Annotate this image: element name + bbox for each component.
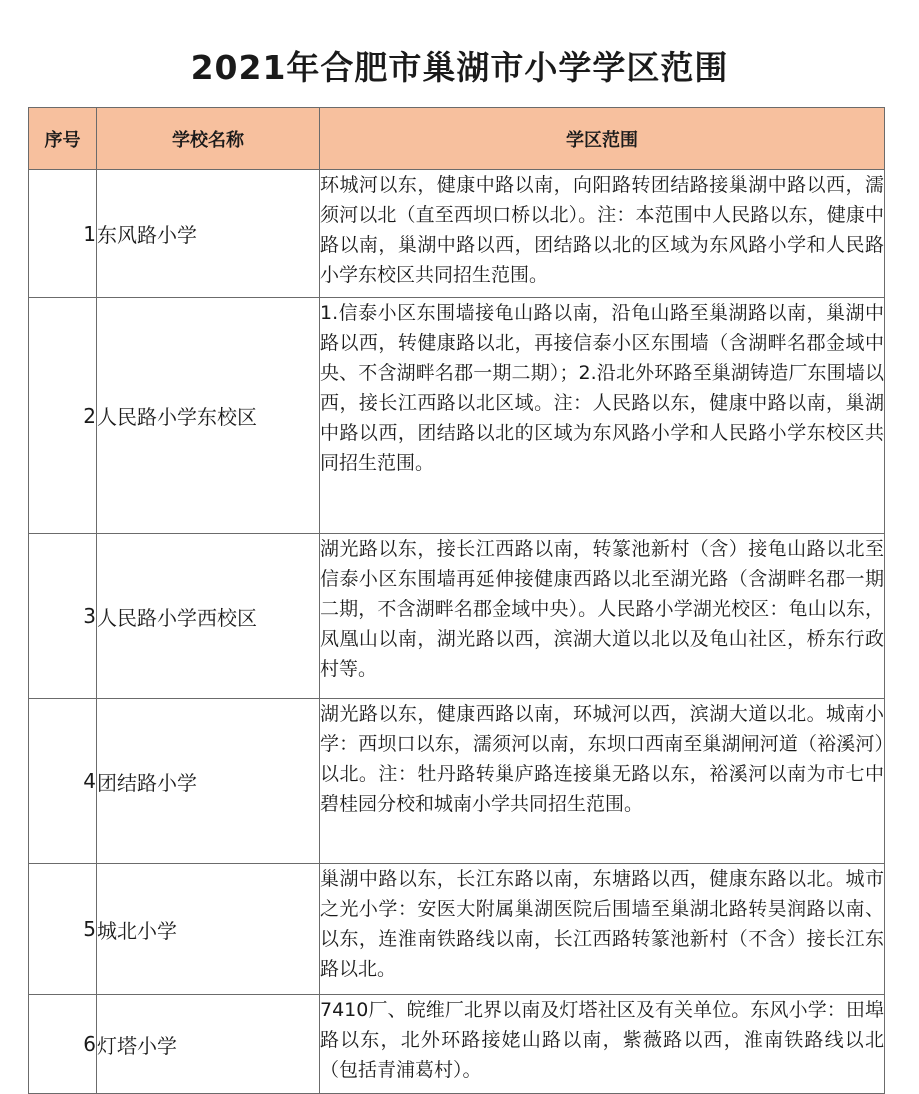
row-index: 6 <box>29 995 97 1094</box>
school-district-table <box>28 107 885 1094</box>
row-index: 5 <box>29 864 97 995</box>
table-row <box>29 995 885 1094</box>
row-school-name: 城北小学 <box>97 864 320 995</box>
header-index: 序号 <box>29 108 97 170</box>
row-school-name: 东风路小学 <box>97 170 320 298</box>
row-index: 1 <box>29 170 97 298</box>
row-district-area: 环城河以东，健康中路以南，向阳路转团结路接巢湖中路以西，濡须河以北（直至西坝口桥以北）。注：本范围中人民路以东，健康中路以南，巢湖中路以西，团结路以北的区域为东风路小学和人民路小学东校区共同招生范围。 <box>320 170 885 298</box>
table-header-row <box>29 108 885 170</box>
table-row <box>29 864 885 995</box>
row-index: 2 <box>29 298 97 534</box>
row-school-name: 人民路小学西校区 <box>97 534 320 699</box>
row-school-name: 团结路小学 <box>97 699 320 864</box>
row-district-area: 1.信泰小区东围墙接龟山路以南，沿龟山路至巢湖路以南，巢湖中路以西，转健康路以北，再接信泰小区东围墙（含湖畔名郡金域中央、不含湖畔名郡一期二期）；2.沿北外环路至巢湖铸造厂东围墙以西，接长江西路以北区域。注：人民路以东，健康中路以南，巢湖中路以西，团结路以北的区域为东风路小学和人民路小学东校区共同招生范围。 <box>320 298 885 534</box>
header-school-name: 学校名称 <box>97 108 320 170</box>
page-title: 2021年合肥市巢湖市小学学区范围 <box>190 48 729 87</box>
row-district-area: 7410厂、皖维厂北界以南及灯塔社区及有关单位。东风小学：田埠路以东，北外环路接姥山路以南，紫薇路以西，淮南铁路线以北（包括青浦葛村）。 <box>320 995 885 1094</box>
header-district-area: 学区范围 <box>320 108 885 170</box>
table-row <box>29 170 885 298</box>
row-district-area: 湖光路以东，接长江西路以南，转篆池新村（含）接龟山路以北至信泰小区东围墙再延伸接健康西路以北至湖光路（含湖畔名郡一期二期，不含湖畔名郡金域中央）。人民路小学湖光校区：龟山以东，凤凰山以南，湖光路以西，滨湖大道以北以及龟山社区，桥东行政村等。 <box>320 534 885 699</box>
row-district-area: 巢湖中路以东，长江东路以南，东塘路以西，健康东路以北。城市之光小学：安医大附属巢湖医院后围墙至巢湖北路转昊润路以南、以东，连淮南铁路线以南，长江西路转篆池新村（不含）接长江东路以北。 <box>320 864 885 995</box>
table-row <box>29 534 885 699</box>
table-row <box>29 298 885 534</box>
table-row <box>29 699 885 864</box>
row-school-name: 人民路小学东校区 <box>97 298 320 534</box>
row-index: 3 <box>29 534 97 699</box>
row-district-area: 湖光路以东，健康西路以南，环城河以西，滨湖大道以北。城南小学：西坝口以东，濡须河以南，东坝口西南至巢湖闸河道（裕溪河）以北。注：牡丹路转巢庐路连接巢无路以东，裕溪河以南为市七中碧桂园分校和城南小学共同招生范围。 <box>320 699 885 864</box>
row-school-name: 灯塔小学 <box>97 995 320 1094</box>
row-index: 4 <box>29 699 97 864</box>
